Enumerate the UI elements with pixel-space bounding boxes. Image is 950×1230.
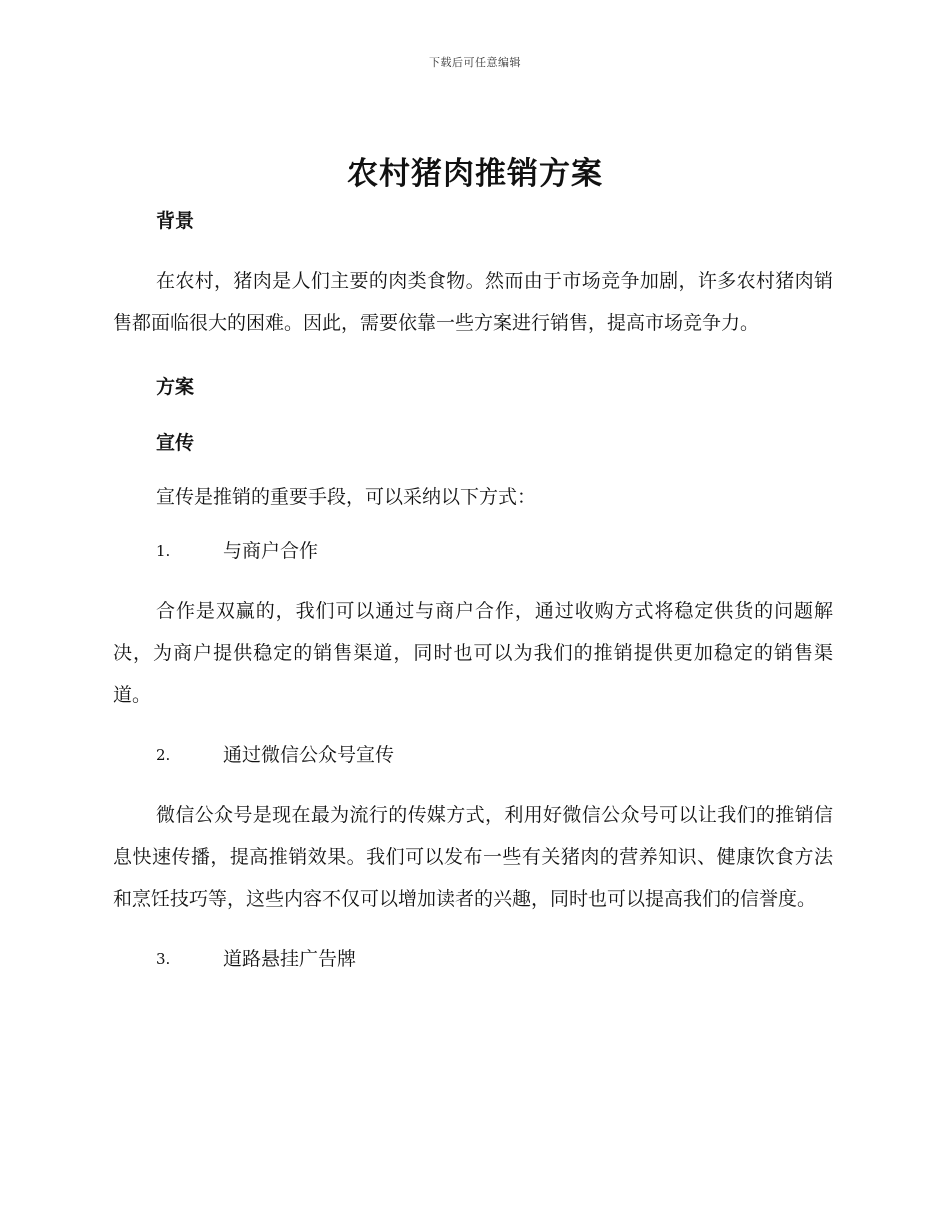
document-body [113, 206, 833, 974]
list-label-1: 与商户合作 [223, 540, 319, 562]
paragraph-promotion-intro [113, 482, 833, 512]
list-label-2: 通过微信公众号宣传 [223, 744, 395, 766]
paragraph-item-1: 合作是双赢的，我们可以通过与商户合作，通过收购方式将稳定供货的问题解决，为商户提供稳定的销售渠道，同时也可以为我们的推销提供更加稳定的销售渠道。 [113, 600, 833, 706]
heading-promotion: 宣传 [156, 432, 195, 454]
list-label-3: 道路悬挂广告牌 [223, 948, 357, 970]
paragraph-background: 在农村，猪肉是人们主要的肉类食物。然而由于市场竞争加剧，许多农村猪肉销售都面临很大的困难。因此，需要依靠一些方案进行销售，提高市场竞争力。 [113, 270, 833, 334]
list-item-1 [113, 536, 833, 566]
list-number-1: 1. [156, 542, 171, 560]
heading-plan: 方案 [156, 376, 195, 398]
list-number-3: 3. [156, 950, 171, 968]
list-item-2 [113, 740, 833, 770]
list-number-2: 2. [156, 746, 171, 764]
paragraph-item-2: 微信公众号是现在最为流行的传媒方式，利用好微信公众号可以让我们的推销信息快速传播，提高推销效果。我们可以发布一些有关猪肉的营养知识、健康饮食方法和烹饪技巧等，这些内容不仅可以增加读者的兴趣，同时也可以提高我们的信誉度。 [113, 804, 833, 910]
promotion-intro-text: 宣传是推销的重要手段，可以采纳以下方式： [156, 486, 537, 508]
heading-background: 背景 [156, 210, 195, 232]
document-title: 农村猪肉推销方案 [347, 156, 603, 192]
header-note: 下载后可任意编辑 [429, 56, 521, 69]
list-item-3 [113, 944, 833, 974]
